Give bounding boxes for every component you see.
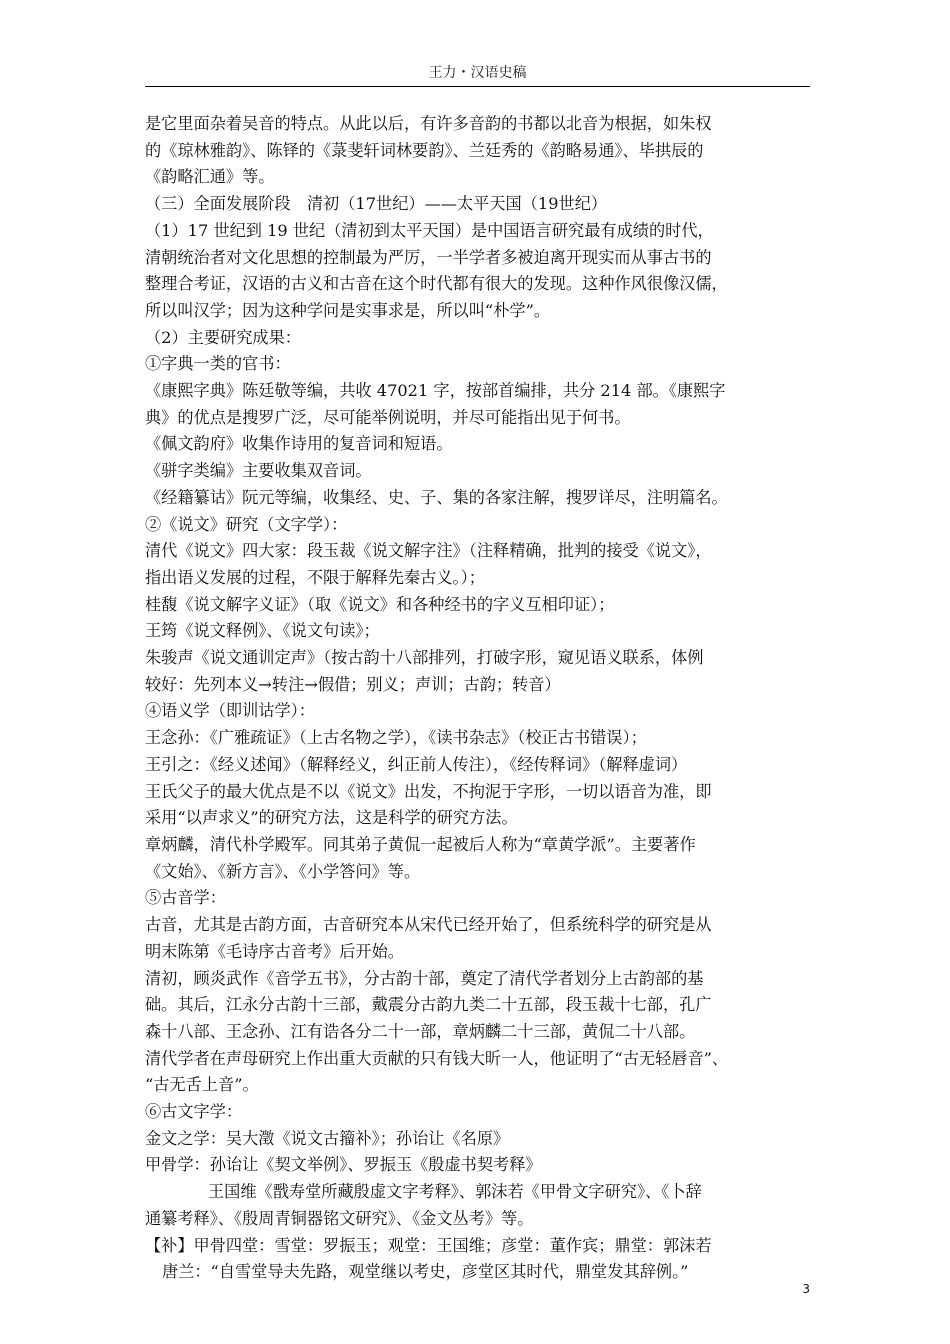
section-heading: （三）全面发展阶段 清初（17世纪）——太平天国（19世纪） [145, 194, 608, 214]
text-line: 清初，顾炎武作《音学五书》，分古韵十部，奠定了清代学者划分上古韵部的基 [145, 968, 704, 988]
subheading: ⑤古音学： [145, 888, 226, 908]
text-line: 王氏父子的最大优点是不以《说文》出发，不拘泥于字形，一切以语音为准，即 [145, 781, 712, 801]
text-line: 甲骨学：孙诒让《契文举例》、罗振玉《殷虚书契考释》 [145, 1155, 542, 1175]
text-line: 章炳麟，清代朴学殿军。同其弟子黄侃一起被后人称为“章黄学派”。主要著作 [145, 834, 696, 854]
text-line: 采用“以声求义”的研究方法，这是科学的研究方法。 [145, 808, 518, 828]
text-line: 较好：先列本义→转注→假借；别义；声训；古韵；转音） [145, 674, 561, 694]
text-line: 王念孙：《广雅疏证》（上古名物之学），《读书杂志》（校正古书错误）； [145, 728, 647, 748]
text-line: （1）17 世纪到 19 世纪（清初到太平天国）是中国语言研究最有成绩的时代， [145, 220, 714, 240]
text-line: 所以叫汉学；因为这种学问是实事求是，所以叫“朴学”。 [145, 300, 551, 320]
subheading: ④语义学（即训诂学）： [145, 701, 315, 721]
text-line: 唐兰：“自雪堂导夫先路，观堂继以考史，彦堂区其时代，鼎堂发其辞例。” [162, 1262, 689, 1282]
text-line: 是它里面杂着吴音的特点。从此以后，有许多音韵的书都以北音为根据，如朱权 [145, 114, 712, 133]
text-line: 的《琼林雅韵》、陈铎的《菉斐轩词林要韵》、兰廷秀的《韵略易通》、毕拱辰的 [145, 140, 704, 160]
text-line: 古音，尤其是古韵方面，古音研究本从宋代已经开始了，但系统科学的研究是从 [145, 915, 712, 935]
header-rule [145, 86, 810, 87]
text-line: 王筠《说文释例》、《说文句读》； [145, 621, 380, 641]
text-line: 清代《说文》四大家：段玉裁《说文解字注》（注释精确，批判的接受《说文》， [145, 541, 712, 561]
page-number: 3 [802, 1282, 810, 1296]
text-line: 础。其后，江永分古韵十三部，戴震分古韵九类二十五部，段玉裁十七部，孔广 [145, 995, 712, 1015]
page-header: 王力・汉语史稿 [428, 65, 527, 81]
text-line: 森十八部、王念孙、江有诰各分二十一部，章炳麟二十三部，黄侃二十八部。 [145, 1021, 696, 1041]
text-line: 《骈字类编》主要收集双音词。 [145, 461, 372, 481]
text-line: 桂馥《说文解字义证》（取《说文》和各种经书的字义互相印证）； [145, 594, 615, 614]
document-body [145, 111, 810, 1286]
subheading: ⑥古文字学： [145, 1102, 243, 1122]
text-line: 王国维《戬寿堂所藏殷虚文字考释》、郭沫若《甲骨文字研究》、《卜辞 [208, 1182, 702, 1202]
text-line: 整理合考证，汉语的古义和古音在这个时代都有很大的发现。这种作风很像汉儒， [145, 274, 728, 294]
text-line: 《康熙字典》陈廷敬等编，共收 47021 字，按部首编排，共分 214 部。《康熙字 [145, 381, 726, 401]
text-line: 明末陈第《毛诗序古音考》后开始。 [145, 941, 404, 961]
text-line: 王引之：《经义述闻》（解释经义，纠正前人传注），《经传释词》（解释虚词） [145, 754, 688, 774]
text-line: 典》的优点是搜罗广泛，尽可能举例说明，并尽可能指出见于何书。 [145, 407, 631, 427]
subheading: （2）主要研究成果： [145, 327, 301, 347]
text-line: 《文始》、《新方言》、《小学答问》等。 [145, 861, 421, 881]
text-line: 朱骏声《说文通训定声》（按古韵十八部排列，打破字形，窥见语义联系，体例 [145, 648, 704, 668]
text-line: “古无舌上音”。 [145, 1075, 259, 1095]
subheading: ①字典一类的官书： [145, 354, 291, 374]
text-line: 《韵略汇通》等。 [145, 167, 275, 187]
text-line: 清朝统治者对文化思想的控制最为严厉，一半学者多被迫离开现实而从事古书的 [145, 247, 712, 267]
text-line: 金文之学：吴大澂《说文古籀补》；孙诒让《名原》 [145, 1128, 510, 1148]
text-line: 指出语义发展的过程，不限于解释先秦古义。）； [145, 567, 485, 587]
text-line: 《经籍纂诂》阮元等编，收集经、史、子、集的各家注解，搜罗详尽，注明篇名。 [145, 487, 728, 507]
subheading: ②《说文》研究（文字学）： [145, 514, 348, 534]
text-line: 《佩文韵府》收集作诗用的复音词和短语。 [145, 434, 453, 454]
supplement-note: 【补】甲骨四堂：雪堂：罗振玉；观堂：王国维；彦堂：董作宾；鼎堂：郭沫若 [145, 1235, 712, 1255]
text-line: 通纂考释》、《殷周青铜器铭文研究》、《金文丛考》等。 [145, 1208, 534, 1228]
text-line: 清代学者在声母研究上作出重大贡献的只有钱大昕一人，他证明了“古无轻唇音”、 [145, 1048, 729, 1068]
